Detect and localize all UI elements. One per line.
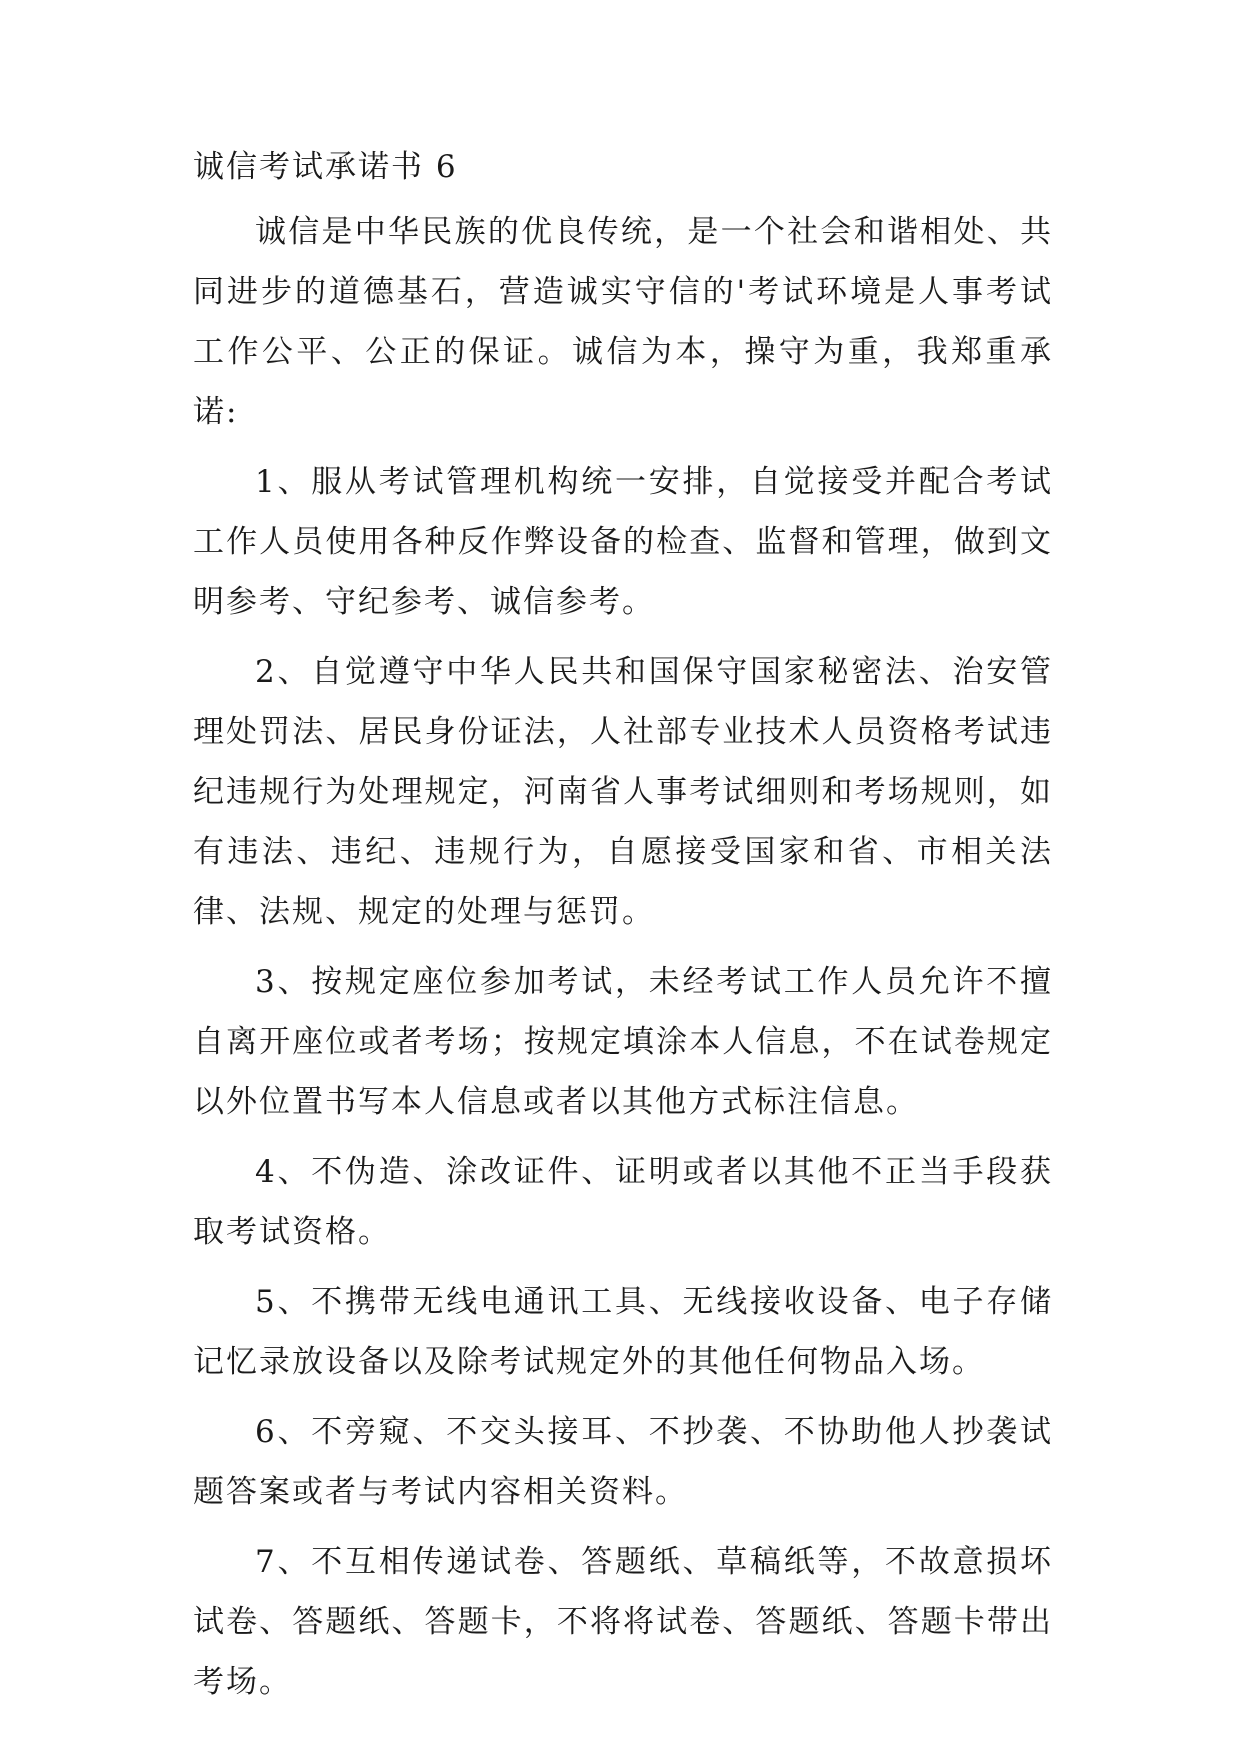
document-page (193, 140, 1053, 1722)
paragraph-item-6: 6、不旁窥、不交头接耳、不抄袭、不协助他人抄袭试题答案或者与考试内容相关资料。 (193, 1414, 1053, 1510)
paragraph-item-2: 2、自觉遵守中华人民共和国保守国家秘密法、治安管理处罚法、居民身份证法，人社部专业技术人员资格考试违纪违规行为处理规定，河南省人事考试细则和考场规则，如有违法、违纪、违规行为，自愿接受国家和省、市相关法律、法规、规定的处理与惩罚。 (193, 654, 1053, 930)
paragraph-item-5: 5、不携带无线电通讯工具、无线接收设备、电子存储记忆录放设备以及除考试规定外的其他任何物品入场。 (193, 1284, 1053, 1380)
document-title: 诚信考试承诺书 6 (193, 149, 458, 185)
paragraph-item-1: 1、服从考试管理机构统一安排，自觉接受并配合考试工作人员使用各种反作弊设备的检查、监督和管理，做到文明参考、守纪参考、诚信参考。 (193, 464, 1053, 620)
paragraph-item-7: 7、不互相传递试卷、答题纸、草稿纸等，不故意损坏试卷、答题纸、答题卡，不将将试卷、答题纸、答题卡带出考场。 (193, 1544, 1053, 1700)
paragraph-item-4: 4、不伪造、涂改证件、证明或者以其他不正当手段获取考试资格。 (193, 1154, 1053, 1250)
paragraph-intro: 诚信是中华民族的优良传统，是一个社会和谐相处、共同进步的道德基石，营造诚实守信的'考试环境是人事考试工作公平、公正的保证。诚信为本，操守为重，我郑重承诺: (193, 214, 1053, 430)
paragraph-item-3: 3、按规定座位参加考试，未经考试工作人员允许不擅自离开座位或者考场；按规定填涂本人信息，不在试卷规定以外位置书写本人信息或者以其他方式标注信息。 (193, 964, 1053, 1120)
